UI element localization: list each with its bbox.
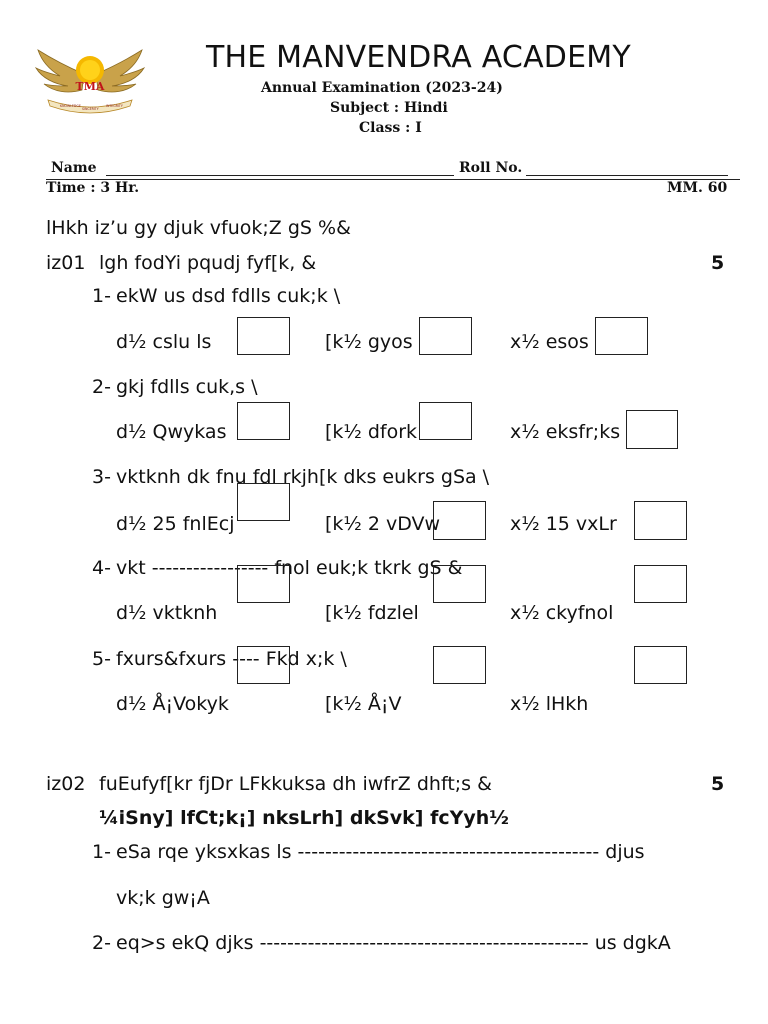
option-c: x½ 15 vxLr <box>510 513 617 535</box>
option-c: x½ lHkh <box>510 693 589 715</box>
answer-box[interactable] <box>634 501 687 540</box>
answer-box[interactable] <box>237 483 290 521</box>
name-blank[interactable] <box>106 175 454 176</box>
answer-box[interactable] <box>433 646 486 684</box>
answer-box[interactable] <box>419 317 472 355</box>
exam-title: Annual Examination (2023-24) <box>261 80 503 96</box>
option-b: [k½ fdzlel <box>325 602 419 624</box>
answer-box[interactable] <box>634 565 687 603</box>
answer-box[interactable] <box>237 402 290 440</box>
option-c: x½ eksfr;ks <box>510 421 621 443</box>
q1-item-question: gkj fdlls cuk,s \ <box>116 376 258 398</box>
q1-label: iz01 <box>46 252 86 274</box>
option-a: d½ vktknh <box>116 602 218 624</box>
option-b: [k½ Å¡V <box>325 693 402 715</box>
q1-marks: 5 <box>711 252 725 274</box>
logo-ribbon-mid: SINCERITY <box>82 107 99 111</box>
answer-box[interactable] <box>237 646 290 684</box>
answer-box[interactable] <box>433 501 486 540</box>
q2-item-number: 2- <box>92 932 111 954</box>
q2-item-continuation: vk;k gw¡A <box>116 887 210 909</box>
academy-logo <box>34 44 146 116</box>
general-instruction: lHkh iz’u gy djuk vfuok;Z gS %& <box>46 217 351 239</box>
q1-item-question: vktknh dk fnu fdl rkjh[k dks eukrs gSa \ <box>116 466 490 488</box>
option-c: x½ esos <box>510 331 589 353</box>
q2-item-number: 1- <box>92 841 111 863</box>
logo-ribbon-left: KNOWLEDGE <box>60 104 81 108</box>
q1-item-question: vkt ----------------- fnol euk;k tkrk gS & <box>116 557 463 579</box>
q1-item-number: 3- <box>92 466 111 488</box>
answer-box[interactable] <box>626 410 678 449</box>
roll-label: Roll No. <box>459 160 523 176</box>
answer-box[interactable] <box>237 317 290 355</box>
max-marks: MM. 60 <box>667 180 728 196</box>
option-a: d½ cslu ls <box>116 331 212 353</box>
roll-blank[interactable] <box>526 175 728 176</box>
answer-box[interactable] <box>237 565 290 603</box>
option-a: d½ Qwykas <box>116 421 227 443</box>
header-divider <box>46 179 740 180</box>
option-b: [k½ gyos <box>325 331 413 353</box>
q2-label: iz02 <box>46 773 86 795</box>
answer-box[interactable] <box>634 646 687 684</box>
q2-item-question: eSa rqe yksxkas ls -------------------------------------------- djus <box>116 841 645 863</box>
answer-box[interactable] <box>433 565 486 603</box>
logo-text: TMA <box>75 80 105 93</box>
option-b: [k½ 2 vDVw <box>325 513 441 535</box>
q2-item-question: eq>s ekQ djks ------------------------------------------------ us dgkA <box>116 932 671 954</box>
name-label: Name <box>51 160 97 176</box>
answer-box[interactable] <box>419 402 472 440</box>
q1-text: lgh fodYi pqudj fyf[k, & <box>99 252 317 274</box>
word-bank: ¼iSny] lfCt;k¡] nksLrh] dkSvk] fcYyh½ <box>99 807 509 829</box>
q1-item-number: 2- <box>92 376 111 398</box>
q1-item-number: 1- <box>92 285 111 307</box>
q1-item-question: fxurs&fxurs ---- Fkd x;k \ <box>116 648 347 670</box>
q1-item-number: 4- <box>92 557 111 579</box>
class-line: Class : I <box>359 120 422 136</box>
answer-box[interactable] <box>595 317 648 355</box>
time-label: Time : 3 Hr. <box>46 180 140 196</box>
q2-text: fuEufyf[kr fjDr LFkkuksa dh iwfrZ dhft;s & <box>99 773 492 795</box>
subject-line: Subject : Hindi <box>330 100 448 116</box>
option-c: x½ ckyfnol <box>510 602 614 624</box>
q2-marks: 5 <box>711 773 725 795</box>
q1-item-number: 5- <box>92 648 111 670</box>
logo-ribbon-right: INTEGRITY <box>106 104 123 108</box>
option-a: d½ 25 fnlEcj <box>116 513 235 535</box>
q1-item-question: ekW us dsd fdlls cuk;k \ <box>116 285 341 307</box>
option-a: d½ Å¡Vokyk <box>116 693 229 715</box>
school-name: THE MANVENDRA ACADEMY <box>206 40 631 75</box>
option-b: [k½ dfork <box>325 421 418 443</box>
